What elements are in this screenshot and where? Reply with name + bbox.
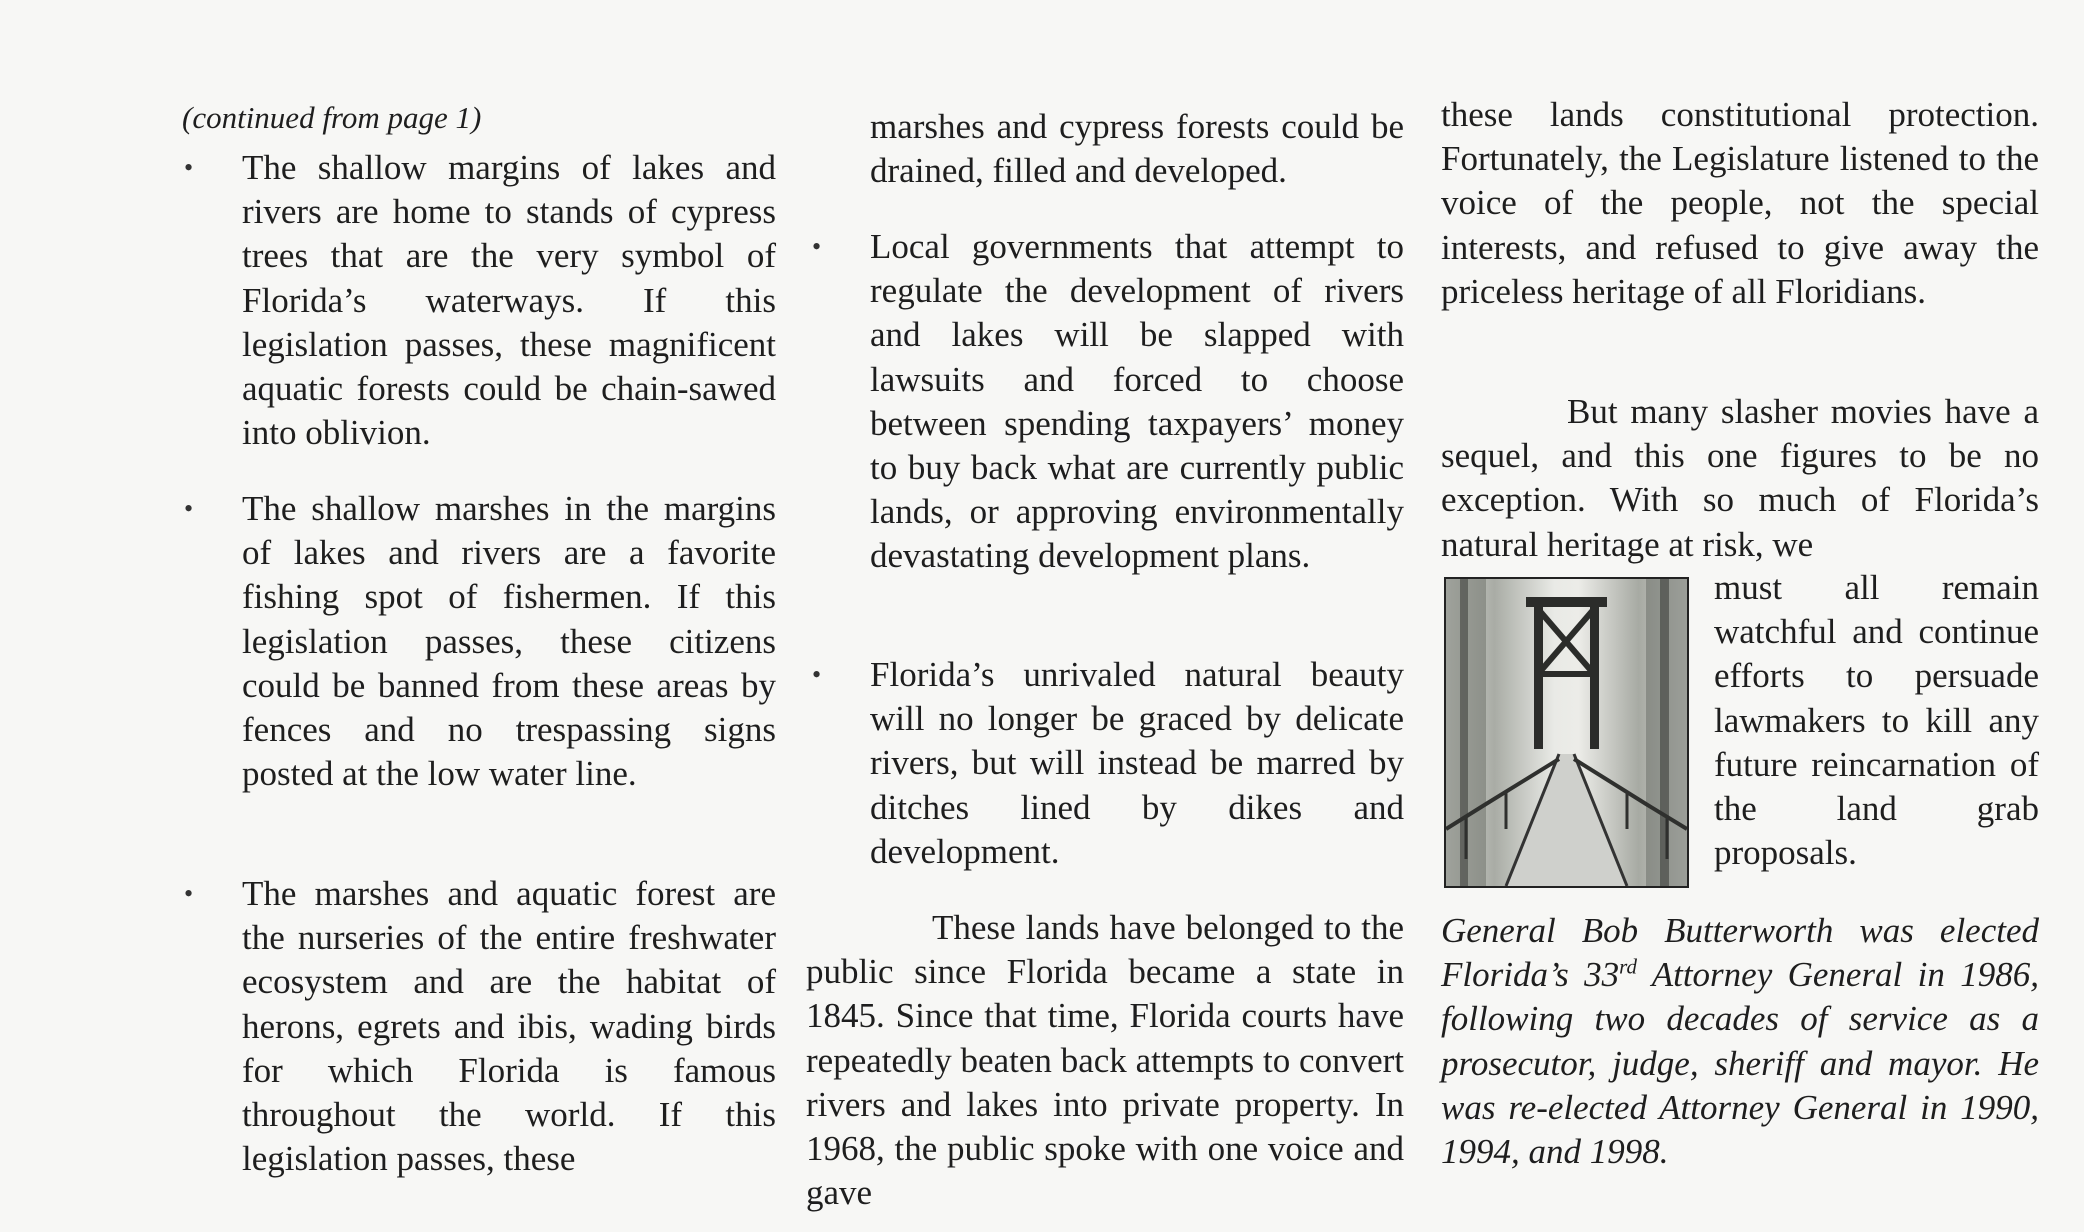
bullet-icon: •	[812, 660, 822, 689]
bridge-photo	[1444, 577, 1689, 888]
column-2-paragraph: These lands have belonged to the public since Florida became a state in 1845. Since that time, Florida courts have repeatedly beaten back attempts to convert rivers and lakes into private property. In 1968, the public spoke with one voice and gave	[806, 908, 1404, 1213]
bullet-text: Florida’s unrivaled natural beauty will no longer be graced by delicate rivers, but will instead be marred by ditches lined by dikes and development.	[870, 655, 1404, 871]
bullet-item	[184, 872, 776, 1181]
bullet-item	[184, 487, 776, 796]
bullet-icon: •	[812, 232, 822, 261]
bullet-item	[812, 225, 1404, 579]
bio-text-1: General Bob Butterworth was elected Florida’s 33	[1441, 911, 2039, 995]
bio-text-2: Attorney General in 1986, following two decades of service as a prosecutor, judge, sheriff and mayor. He was re-elected Attorney General in 1990, 1994, and 1998.	[1441, 955, 2039, 1172]
bullet-item	[812, 653, 1404, 874]
column-3-paragraph-2: But many slasher movies have a sequel, and this one figures to be no exception. With so much of Florida’s natural heritage at risk, we	[1441, 392, 2039, 564]
column-3-paragraph-2-wrap: must all remain watchful and continue efforts to persuade lawmakers to kill any future reincarnation of the land grab proposals.	[1714, 568, 2039, 873]
bullet-text: The shallow marshes in the margins of lakes and rivers are a favorite fishing spot of fishermen. If this legislation passes, these citizens could be banned from these areas by fences and no trespassing signs posted at the low water line.	[242, 489, 776, 794]
bullet-icon: •	[184, 153, 194, 182]
bridge-photo-illustration	[1446, 579, 1687, 886]
column-3-paragraph-1: these lands constitutional protection. Fortunately, the Legislature listened to the voice of the people, not the special interests, and refused to give away the priceless heritage of all Floridians.	[1441, 95, 2039, 311]
column-2-intro: marshes and cypress forests could be drained, filled and developed.	[870, 107, 1404, 191]
bullet-text: The marshes and aquatic forest are the nurseries of the entire freshwater ecosystem and are the habitat of herons, egrets and ibis, wading birds for which Florida is famous throughout the world. If this legislation passes, these	[242, 874, 776, 1179]
bullet-icon: •	[184, 494, 194, 523]
bullet-item	[184, 146, 776, 455]
bio-superscript: rd	[1619, 954, 1637, 979]
bullet-text: Local governments that attempt to regulate the development of rivers and lakes will be slapped with lawsuits and forced to choose between spending taxpayers’ money to buy back what are currently public lands, or approving environmentally devastating development plans.	[870, 227, 1404, 576]
author-bio	[1441, 909, 2039, 1174]
bullet-text: The shallow margins of lakes and rivers are home to stands of cypress trees that are the very symbol of Florida’s waterways. If this legislation passes, these magnificent aquatic forests could be chain-sawed into oblivion.	[242, 148, 776, 453]
bullet-icon: •	[184, 879, 194, 908]
continued-note: (continued from page 1)	[182, 100, 482, 135]
